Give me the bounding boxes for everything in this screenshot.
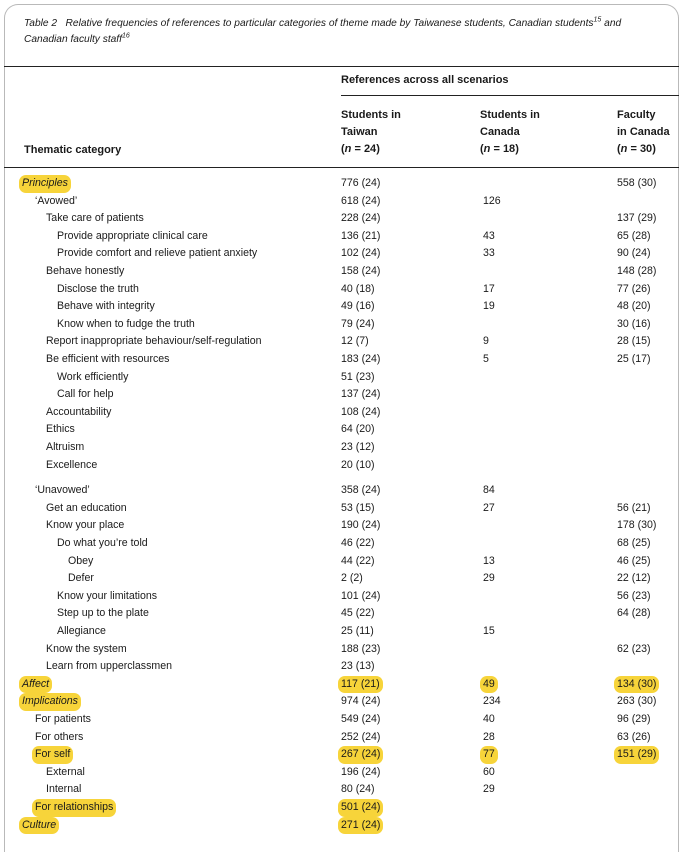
row-label: Excellence xyxy=(46,458,98,471)
cell-c3: 90 (24) xyxy=(617,247,651,260)
table-row xyxy=(0,588,683,606)
cell-c1: 44 (22) xyxy=(341,554,375,567)
table-row xyxy=(0,693,683,711)
col-header-line1: Students in xyxy=(341,109,401,121)
row-label: Work efficiently xyxy=(57,370,129,383)
row-label: Take care of patients xyxy=(46,212,144,225)
cell-c2: 84 xyxy=(483,484,495,497)
col-header-taiwan xyxy=(341,107,401,158)
row-label: For self xyxy=(32,746,73,764)
cell-c1: 358 (24) xyxy=(341,484,381,497)
table-row xyxy=(0,175,683,193)
row-label: For patients xyxy=(35,713,91,725)
cell-c1: 79 (24) xyxy=(341,317,375,330)
table-row xyxy=(0,570,683,588)
table-row xyxy=(0,333,683,351)
row-label: Know when to fudge the truth xyxy=(57,317,195,330)
row-label: Know the system xyxy=(46,642,127,655)
row-label: Behave honestly xyxy=(46,265,125,277)
row-label: Implications xyxy=(19,693,81,711)
top-rule xyxy=(4,66,679,67)
table-row xyxy=(0,676,683,694)
col-header-n: (n = 18) xyxy=(480,143,519,155)
cell-c1: 102 (24) xyxy=(341,247,381,260)
row-label: Behave with integrity xyxy=(57,300,155,313)
cell-c3: 77 (26) xyxy=(617,282,651,295)
caption-ref-2: 16 xyxy=(121,32,130,40)
row-label: For others xyxy=(35,730,84,743)
table-row xyxy=(0,799,683,817)
cell-c1: 108 (24) xyxy=(341,405,381,418)
cell-c1: 117 (21) xyxy=(338,676,383,694)
col-header-line1: Faculty xyxy=(617,109,656,121)
cell-c1: 137 (24) xyxy=(341,388,381,401)
cell-c3: 56 (23) xyxy=(617,589,651,602)
table-row xyxy=(0,623,683,641)
row-label: Accountability xyxy=(46,405,112,418)
cell-c3: 148 (28) xyxy=(617,265,657,277)
col-header-n: (n = 30) xyxy=(617,143,656,155)
cell-c3: 56 (21) xyxy=(617,501,651,514)
row-label: Learn from upperclassmen xyxy=(46,660,173,673)
col-header-line2: Taiwan xyxy=(341,126,378,138)
table-row xyxy=(0,641,683,659)
cell-c1: 196 (24) xyxy=(341,765,381,778)
cell-c3: 28 (15) xyxy=(617,335,651,348)
cell-c1: 25 (11) xyxy=(341,625,374,637)
table-row xyxy=(0,210,683,228)
table-row xyxy=(0,764,683,782)
cell-c3: 151 (29) xyxy=(614,746,659,764)
cell-c1: 40 (18) xyxy=(341,282,375,295)
table-row xyxy=(0,482,683,500)
table-row xyxy=(0,500,683,518)
table-row xyxy=(0,369,683,387)
table-row xyxy=(0,517,683,535)
cell-c1: 501 (24) xyxy=(338,799,383,817)
cell-c3: 63 (26) xyxy=(617,730,651,743)
table-row xyxy=(0,553,683,571)
cell-c1: 776 (24) xyxy=(341,177,381,189)
cell-c3: 30 (16) xyxy=(617,317,651,330)
cell-c2: 40 xyxy=(483,713,495,725)
cell-c1: 618 (24) xyxy=(341,194,381,207)
cell-c1: 23 (12) xyxy=(341,441,375,453)
col-header-line2: Canada xyxy=(480,126,520,138)
cell-c3: 178 (30) xyxy=(617,519,657,532)
cell-c2: 77 xyxy=(480,746,498,764)
cell-c2: 33 xyxy=(483,247,495,260)
cell-c1: 974 (24) xyxy=(341,695,381,708)
caption-text-2: and Canadian faculty staff xyxy=(24,18,622,45)
table-caption xyxy=(24,16,664,48)
cell-c1: 183 (24) xyxy=(341,353,381,365)
row-label: Disclose the truth xyxy=(57,282,139,295)
cell-c1: 267 (24) xyxy=(338,746,383,764)
row-label: Be efficient with resources xyxy=(46,353,170,365)
row-label: Know your limitations xyxy=(57,589,158,602)
table-row xyxy=(0,386,683,404)
cell-c1: 188 (23) xyxy=(341,642,381,655)
row-label: Step up to the plate xyxy=(57,607,149,620)
cell-c1: 549 (24) xyxy=(341,713,381,725)
table-row xyxy=(0,746,683,764)
cell-c1: 80 (24) xyxy=(341,783,375,796)
table-row xyxy=(0,316,683,334)
col-header-canada xyxy=(480,107,540,158)
row-label: Defer xyxy=(68,572,94,585)
cell-c3: 46 (25) xyxy=(617,554,651,567)
row-label: Obey xyxy=(68,554,94,567)
cell-c2: 9 xyxy=(483,335,489,348)
cell-c1: 2 (2) xyxy=(341,572,363,585)
cell-c1: 228 (24) xyxy=(341,212,381,225)
cell-c3: 68 (25) xyxy=(617,537,651,549)
caption-ref-1: 15 xyxy=(593,16,602,24)
header-rule xyxy=(4,167,679,168)
cell-c2: 43 xyxy=(483,229,495,242)
table-label: Table 2 xyxy=(24,18,58,29)
table-row xyxy=(0,658,683,676)
cell-c2: 234 xyxy=(483,695,501,708)
span-header: References across all scenarios xyxy=(341,74,509,86)
col-header-line2: in Canada xyxy=(617,126,670,138)
row-label: Do what you’re told xyxy=(57,537,148,549)
cell-c1: 158 (24) xyxy=(341,265,381,277)
row-label: Culture xyxy=(19,817,59,835)
cell-c2: 27 xyxy=(483,501,495,514)
cell-c3: 263 (30) xyxy=(617,695,657,708)
table-row xyxy=(0,228,683,246)
table-row xyxy=(0,457,683,475)
table-row xyxy=(0,781,683,799)
cell-c2: 13 xyxy=(483,554,495,567)
cell-c1: 190 (24) xyxy=(341,519,381,532)
cell-c3: 25 (17) xyxy=(617,353,651,365)
cell-c1: 64 (20) xyxy=(341,423,375,436)
table-row xyxy=(0,404,683,422)
table-row xyxy=(0,263,683,281)
row-label: Internal xyxy=(46,783,82,796)
table-row xyxy=(0,245,683,263)
cell-c2: 15 xyxy=(483,625,495,637)
cell-c1: 271 (24) xyxy=(338,817,383,835)
cell-c1: 53 (15) xyxy=(341,501,375,514)
cell-c3: 62 (23) xyxy=(617,642,651,655)
row-label: Affect xyxy=(19,676,52,694)
cell-c1: 49 (16) xyxy=(341,300,375,313)
row-label: Allegiance xyxy=(57,625,106,637)
cell-c1: 45 (22) xyxy=(341,607,375,620)
cell-c1: 136 (21) xyxy=(341,229,381,242)
cell-c3: 48 (20) xyxy=(617,300,651,313)
row-label: External xyxy=(46,765,85,778)
table-row xyxy=(0,298,683,316)
cell-c1: 101 (24) xyxy=(341,589,381,602)
row-label: Call for help xyxy=(57,388,114,401)
cell-c3: 65 (28) xyxy=(617,229,651,242)
cell-c1: 46 (22) xyxy=(341,537,375,549)
cell-c2: 29 xyxy=(483,572,495,585)
cell-c1: 51 (23) xyxy=(341,370,375,383)
cell-c3: 558 (30) xyxy=(617,177,657,189)
col-header-line1: Students in xyxy=(480,109,540,121)
thematic-header: Thematic category xyxy=(24,144,122,156)
row-label: Provide comfort and relieve patient anxiety xyxy=(57,247,258,260)
table-row xyxy=(0,193,683,211)
table-row xyxy=(0,711,683,729)
table-row xyxy=(0,729,683,747)
caption-text: Relative frequencies of references to particular categories of theme made by Taiwanese students, Canadian students xyxy=(65,18,594,29)
cell-c3: 64 (28) xyxy=(617,607,651,620)
col-header-faculty xyxy=(617,107,670,158)
row-label: Principles xyxy=(19,175,71,193)
row-label: Ethics xyxy=(46,423,75,436)
row-label: For relationships xyxy=(32,799,116,817)
cell-c2: 49 xyxy=(480,676,498,694)
row-label: Altruism xyxy=(46,441,85,453)
table-row xyxy=(0,535,683,553)
col-header-n: (n = 24) xyxy=(341,143,380,155)
row-label: ‘Avowed’ xyxy=(35,194,78,207)
cell-c3: 22 (12) xyxy=(617,572,651,585)
table-row xyxy=(0,605,683,623)
cell-c2: 5 xyxy=(483,353,489,365)
table-row xyxy=(0,439,683,457)
cell-c1: 20 (10) xyxy=(341,458,375,471)
cell-c3: 134 (30) xyxy=(614,676,659,694)
row-label: ‘Unavowed’ xyxy=(35,484,90,497)
table-row xyxy=(0,421,683,439)
row-label: Provide appropriate clinical care xyxy=(57,229,208,242)
cell-c1: 23 (13) xyxy=(341,660,375,673)
cell-c3: 96 (29) xyxy=(617,713,651,725)
cell-c1: 12 (7) xyxy=(341,335,369,348)
cell-c2: 19 xyxy=(483,300,495,313)
cell-c2: 60 xyxy=(483,765,495,778)
cell-c2: 28 xyxy=(483,730,495,743)
cell-c2: 17 xyxy=(483,282,495,295)
cell-c2: 29 xyxy=(483,783,495,796)
span-rule xyxy=(341,95,679,96)
table-row xyxy=(0,281,683,299)
table-row xyxy=(0,817,683,835)
cell-c1: 252 (24) xyxy=(341,730,381,743)
row-label: Know your place xyxy=(46,519,125,532)
table-row xyxy=(0,351,683,369)
row-label: Get an education xyxy=(46,501,127,514)
cell-c3: 137 (29) xyxy=(617,212,657,225)
cell-c2: 126 xyxy=(483,194,501,207)
row-label: Report inappropriate behaviour/self-regulation xyxy=(46,335,262,348)
